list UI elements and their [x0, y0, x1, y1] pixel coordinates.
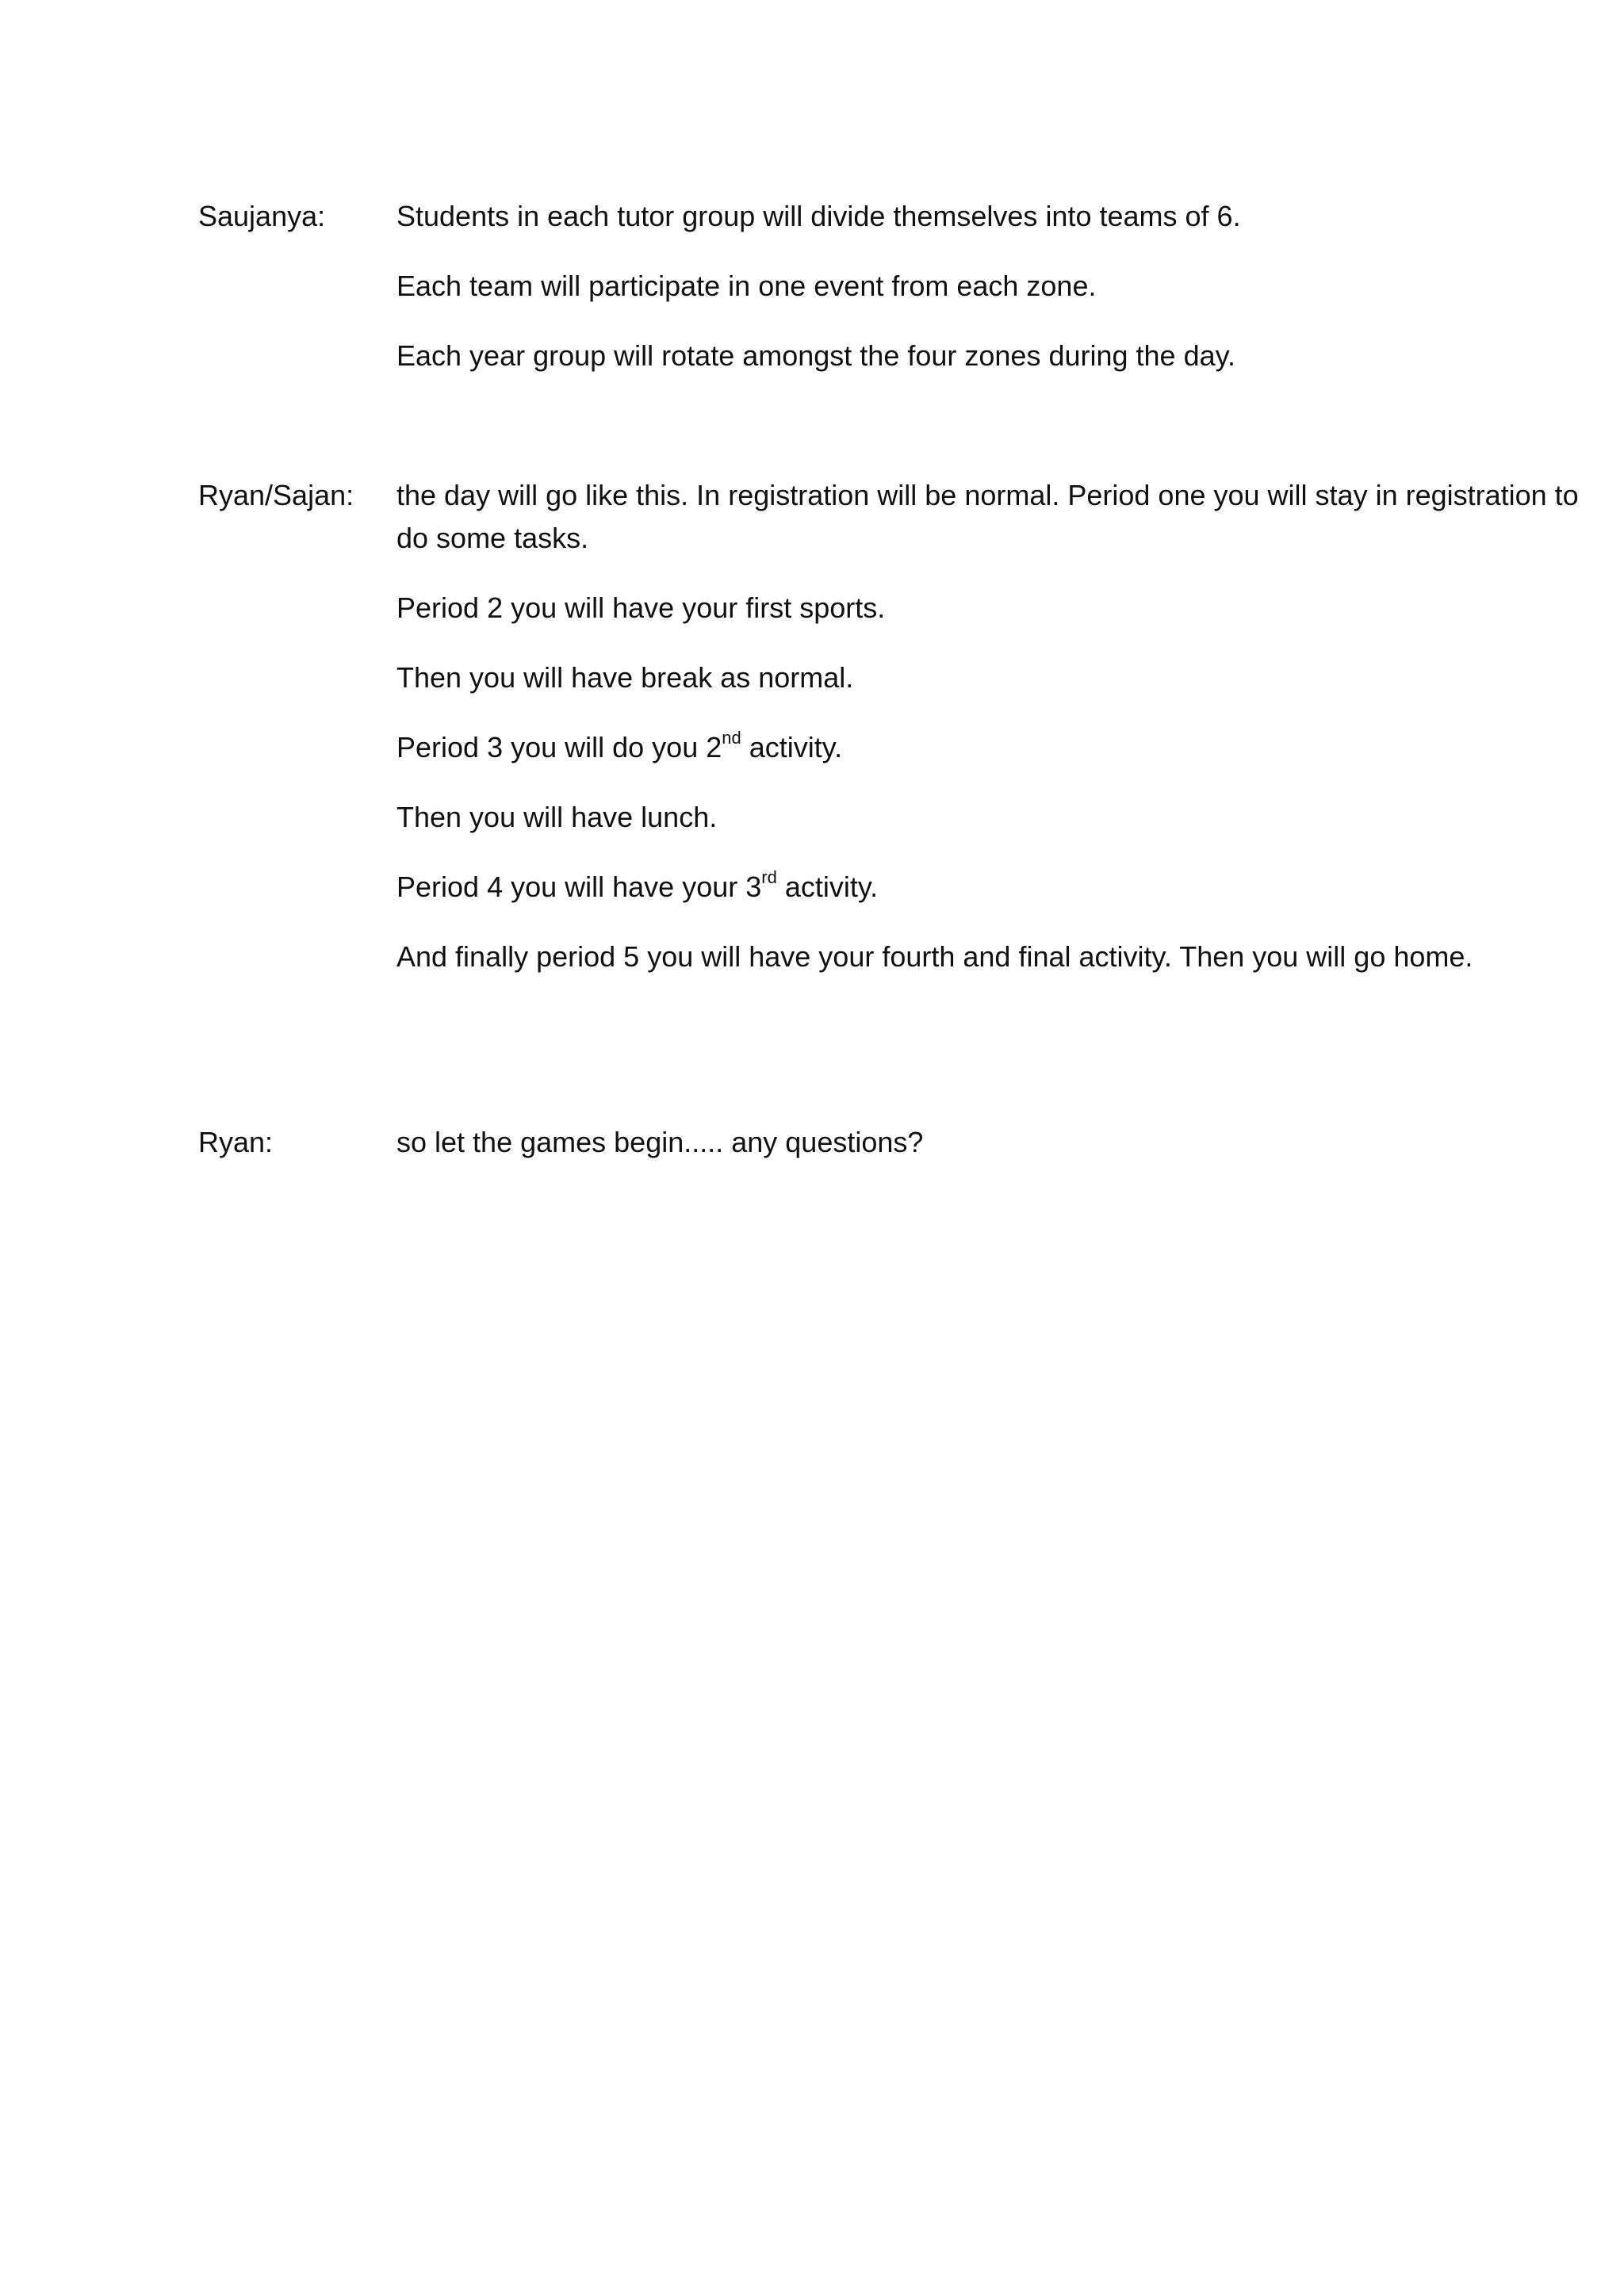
speech-line: And finally period 5 you will have your fourth and final activity. Then you will go home. [396, 940, 1473, 973]
speaker-label: Saujanya: [198, 200, 326, 232]
speech-lines [396, 1121, 1586, 1191]
speech-line: so let the games begin..... any questions? [396, 1126, 924, 1158]
speech-lines [396, 474, 1586, 1005]
speaker-label: Ryan/Sajan: [198, 479, 354, 511]
speech-line [396, 726, 1586, 769]
ordinal-suffix: nd [722, 728, 741, 748]
ordinal-suffix: rd [761, 867, 777, 887]
line-text: activity. [776, 871, 879, 903]
speech-line: Then you will have lunch. [396, 801, 718, 833]
speech-line: Each year group will rotate amongst the four zones during the day. [396, 339, 1235, 372]
line-text: Period 4 you will have your 3 [396, 871, 762, 903]
line-text: Period 3 you will do you 2 [396, 731, 722, 763]
speech-line: Then you will have break as normal. [396, 661, 854, 694]
speech-line [396, 866, 1586, 909]
line-text: activity. [741, 731, 843, 763]
speech-lines [396, 195, 1586, 404]
speech-line: the day will go like this. In registration will be normal. Period one you will stay in registration to do some tasks. [396, 479, 1579, 554]
speaker-label: Ryan: [198, 1126, 274, 1158]
speech-line: Students in each tutor group will divide themselves into teams of 6. [396, 200, 1241, 232]
speech-line: Each team will participate in one event from each zone. [396, 270, 1097, 302]
speech-line: Period 2 you will have your first sports. [396, 591, 886, 624]
